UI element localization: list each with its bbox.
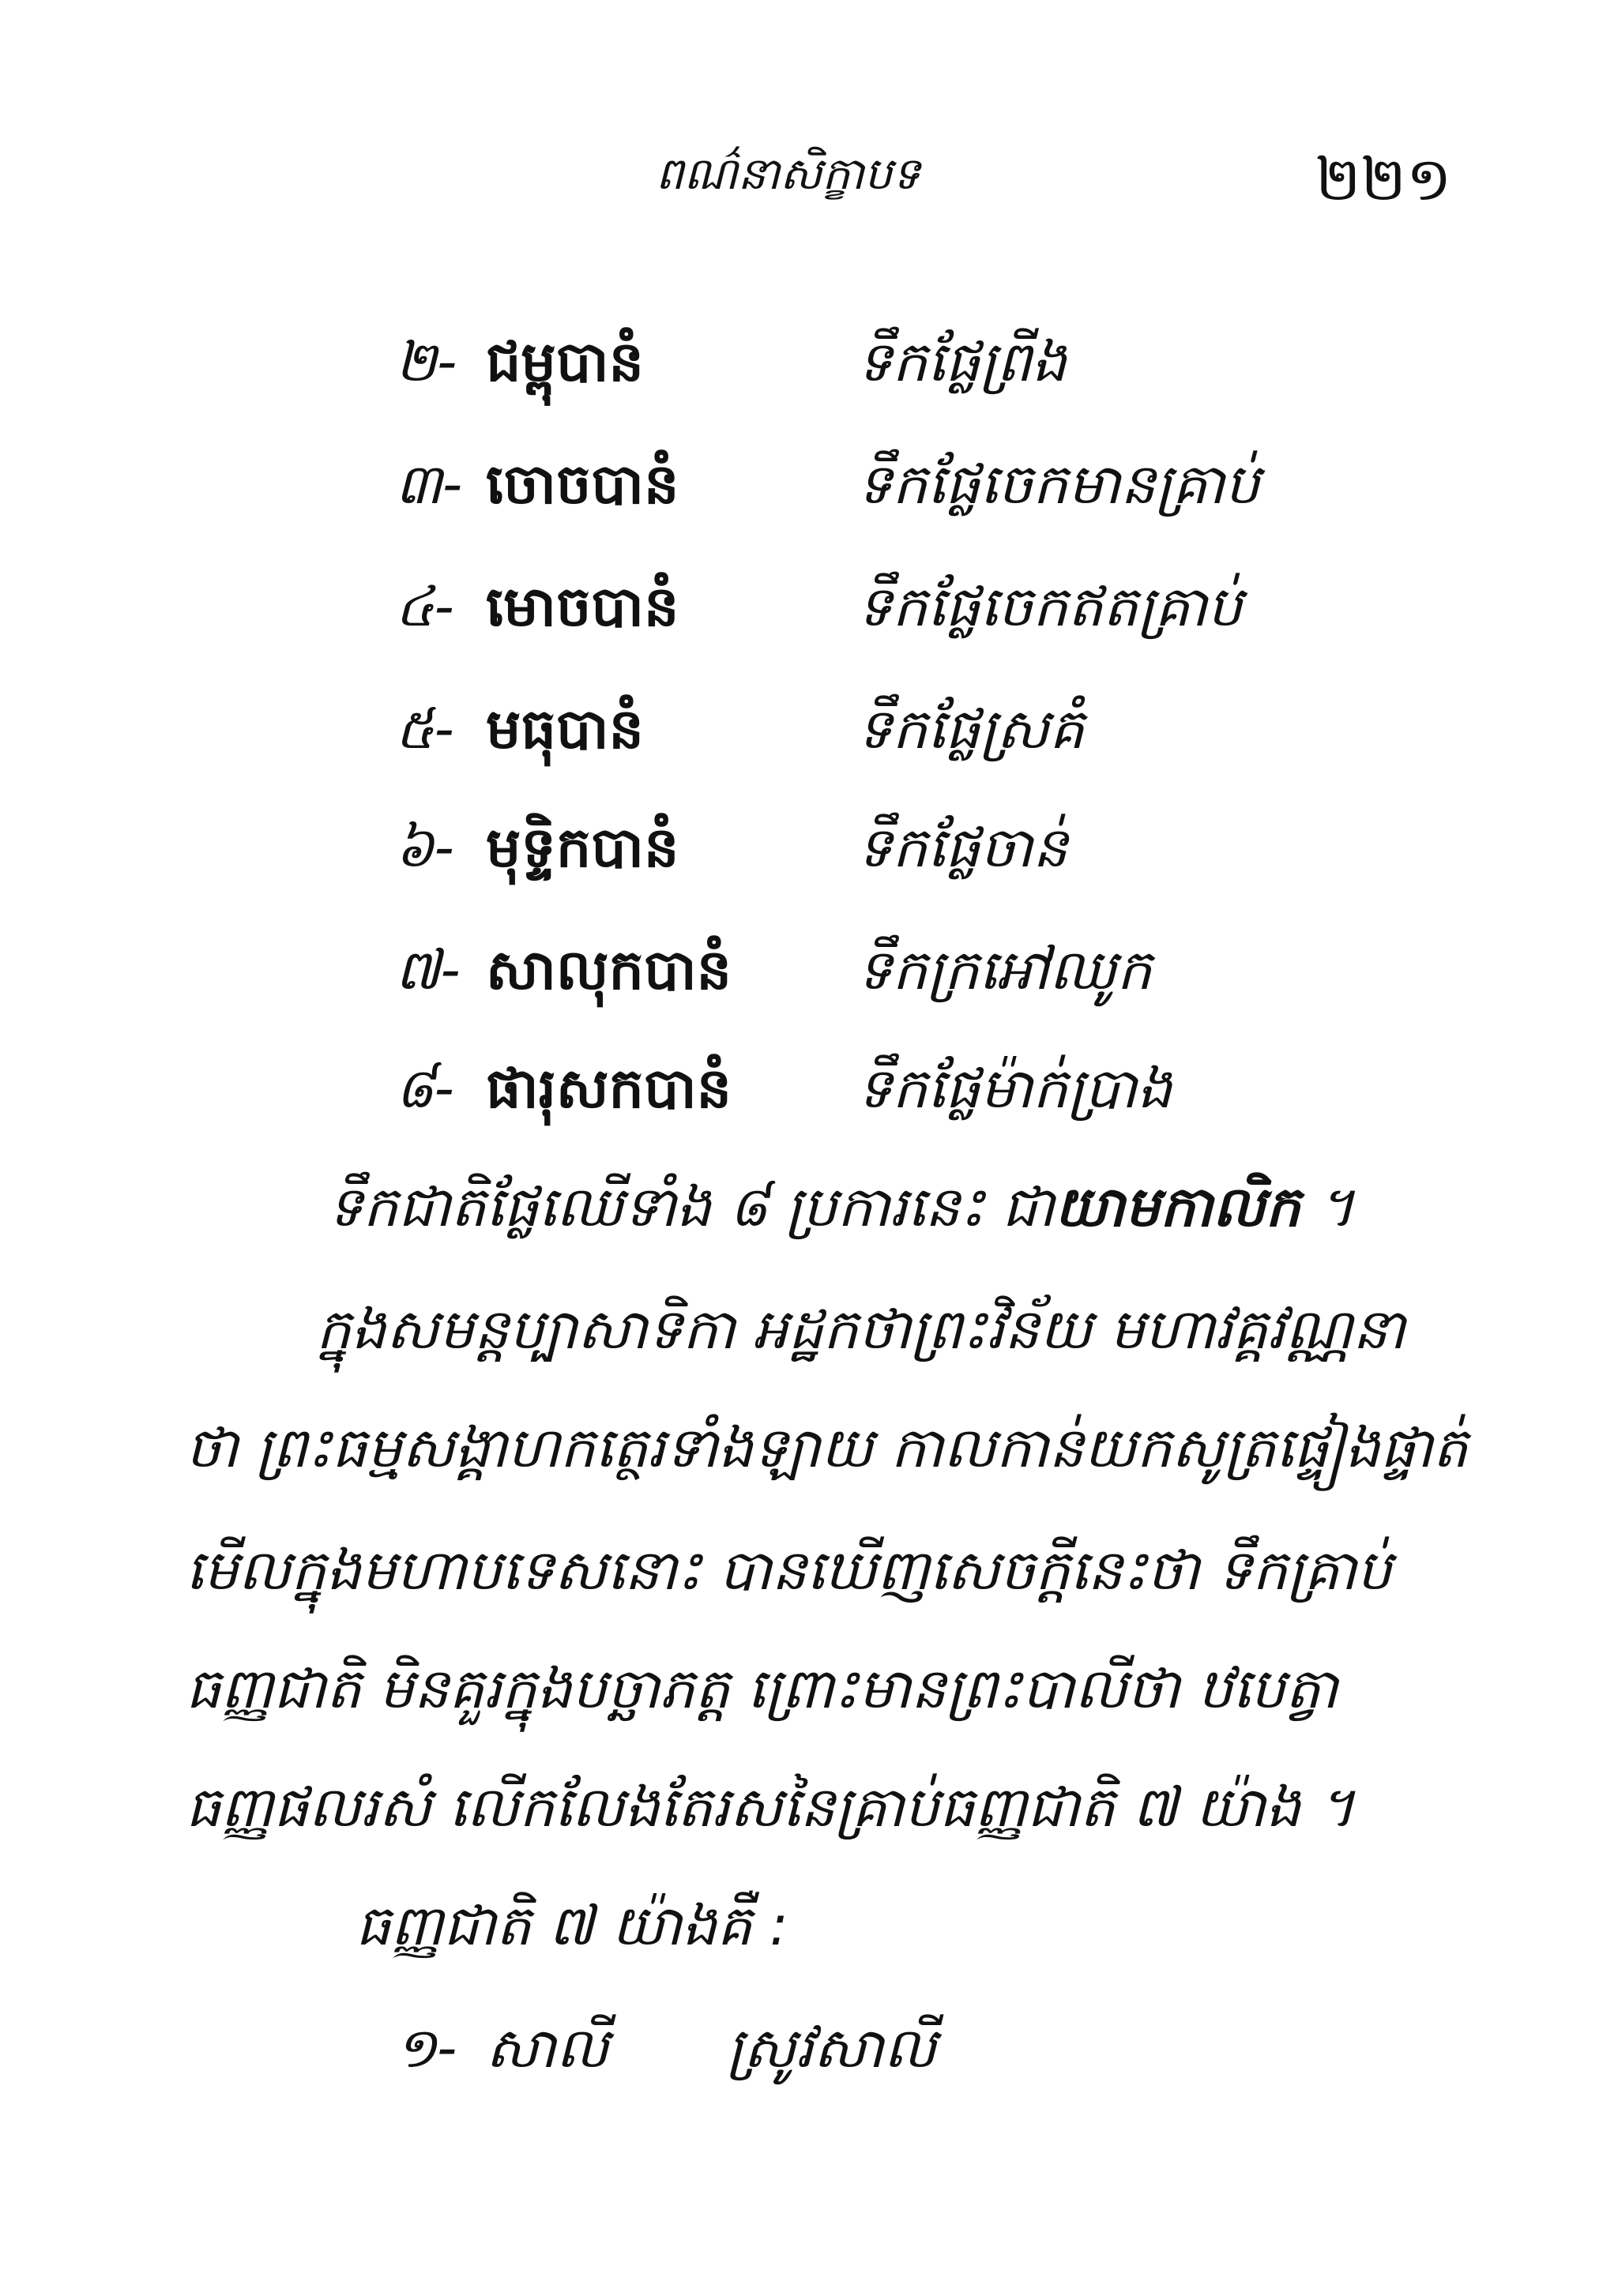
item-definition: ទឹកផ្លែចាន់ bbox=[857, 815, 1068, 880]
summary-text: ទឹកជាតិផ្លែឈើទាំង ៨ ប្រការនេះ ជា bbox=[328, 1174, 1055, 1239]
item-definition: ទឹកផ្លែម៉ាក់ប្រាង bbox=[857, 1056, 1172, 1121]
item-term: មធុបានំ bbox=[486, 697, 644, 761]
page-number: ២២១ bbox=[1315, 144, 1452, 214]
item-number: ៨- bbox=[395, 1056, 454, 1121]
item-term: ចោចបានំ bbox=[486, 452, 679, 517]
item-number: ៣- bbox=[395, 452, 463, 517]
paragraph-line: មើលក្នុងមហាបទេសនោះ បានឃើញសេចក្តីនេះថា ទឹកគ្រាប់ bbox=[186, 1538, 1392, 1603]
item-term: ផារុសកបានំ bbox=[486, 1056, 732, 1121]
summary-sentence bbox=[328, 1173, 1354, 1253]
item-term: ជម្ពុបានំ bbox=[486, 329, 644, 394]
summary-end: ។ bbox=[1300, 1174, 1355, 1239]
item-definition: ទឹកផ្លែចេកមានគ្រាប់ bbox=[857, 452, 1260, 517]
paragraph-line: ធញ្ញផលរសំ លើកលែងតែរសនៃគ្រាប់ធញ្ញជាតិ ៧ យ៉ាង ។ bbox=[186, 1775, 1355, 1839]
running-header-title: ពណ៌នាសិក្ខាបទ bbox=[656, 148, 920, 200]
summary-emphasis: យាមកាលិក bbox=[1054, 1174, 1300, 1239]
item-term: សាលី bbox=[486, 2016, 609, 2080]
item-term: សាលុកបានំ bbox=[486, 938, 732, 1002]
paragraph-line: ក្នុងសមន្តប្បាសាទិកា អដ្ឋកថាព្រះវិន័យ មហាវគ្គវណ្ណនា bbox=[316, 1297, 1405, 1362]
item-number: ៦- bbox=[395, 815, 454, 880]
item-number: ៤- bbox=[395, 574, 454, 639]
item-definition: ទឹកក្រអៅឈូក bbox=[857, 938, 1152, 1002]
item-definition: ស្រូវសាលី bbox=[727, 2016, 937, 2080]
item-definition: ទឹកផ្លែចេកឥតគ្រាប់ bbox=[857, 574, 1243, 639]
item-number: ៥- bbox=[395, 697, 454, 761]
item-definition: ទឹកផ្លែព្រីង bbox=[857, 329, 1067, 394]
item-number: ៧- bbox=[395, 938, 461, 1002]
paragraph-line: ថា ព្រះធម្មសង្គាហកត្ថេរទាំងឡាយ កាលកាន់យកសូត្រផ្ទៀងផ្ទាត់ bbox=[186, 1415, 1468, 1480]
item-term: មោចបានំ bbox=[486, 574, 679, 639]
item-definition: ទឹកផ្លែស្រគំ bbox=[857, 697, 1085, 761]
item-number: ២- bbox=[395, 329, 457, 394]
item-number: ១- bbox=[395, 2016, 457, 2080]
grains-intro: ធញ្ញជាតិ ៧ យ៉ាងគឺ : bbox=[356, 1893, 788, 1958]
item-term: មុទ្ទិកបានំ bbox=[486, 815, 679, 880]
paragraph-line: ធញ្ញជាតិ មិនគួរក្នុងបច្ឆាភត្ត ព្រោះមានព្រះបាលីថា ឋបេត្វា bbox=[186, 1656, 1338, 1721]
